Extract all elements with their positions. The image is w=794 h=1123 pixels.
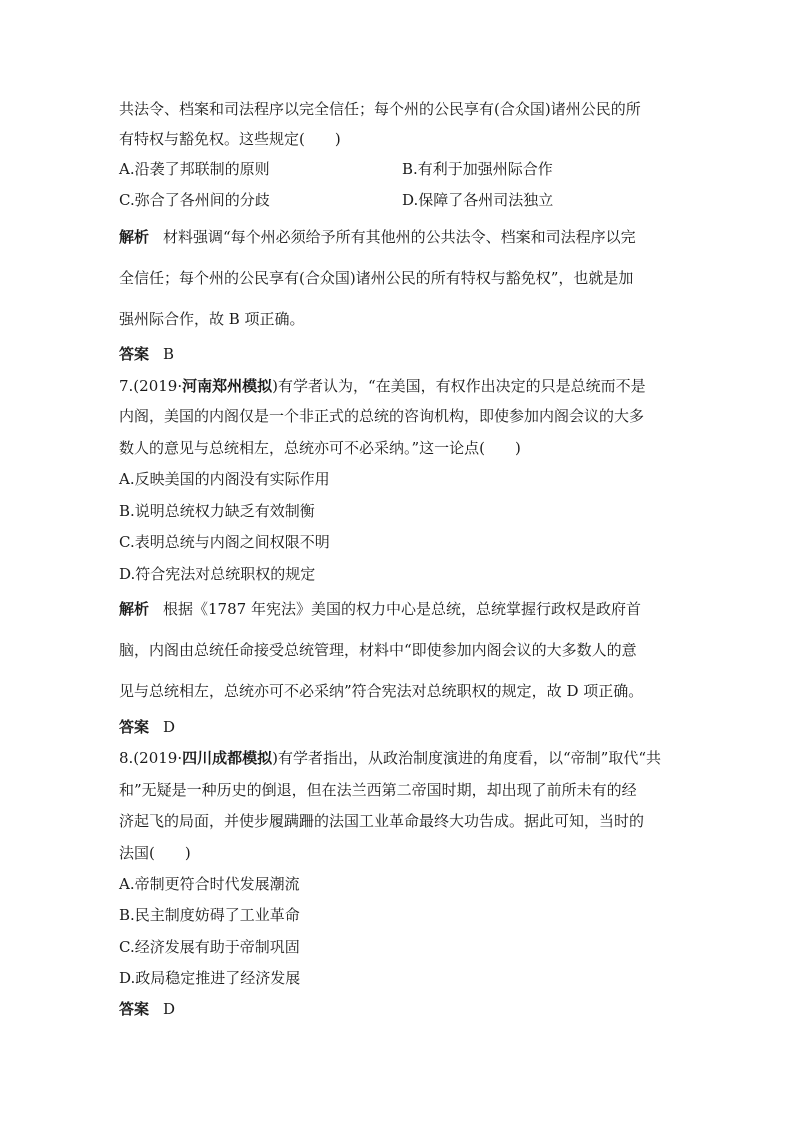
q6-option-a: A.沿袭了邦联制的原则 [119,160,270,178]
q7-stem-first-rest: )有学者认为，“在美国，有权作出决定的只是总统而不是 [272,377,646,395]
q6-answer-value: B [163,345,175,363]
q7-analysis-line-1 [119,599,641,619]
q7-analysis-line-3: 见与总统相左，总统亦可不必采纳”符合宪法对总统职权的规定，故 D 项正确。 [119,682,644,700]
q7-answer-value: D [163,718,176,736]
q7-answer [119,717,175,737]
q7-stem-line-1 [119,376,646,396]
q6-analysis-line-3: 强州际合作，故 B 项正确。 [119,310,305,328]
q8-answer [119,999,175,1019]
q7-source: 河南郑州模拟 [182,377,273,395]
q6-analysis-label: 解析 [119,228,150,246]
q7-option-a: A.反映美国的内阁没有实际作用 [119,470,330,488]
q8-stem-line-4: 法国( ) [119,844,191,862]
q6-option-b: B.有利于加强州际合作 [402,160,553,178]
q8-stem-line-1 [119,748,661,768]
q8-option-c: C.经济发展有助于帝制巩固 [119,938,300,956]
q8-answer-value: D [163,1000,176,1018]
q6-option-c: C.弥合了各州间的分歧 [119,191,270,209]
q8-option-a: A.帝制更符合时代发展潮流 [119,875,300,893]
q7-analysis-text-1: 根据《1787 年宪法》美国的权力中心是总统，总统掌握行政权是政府首 [163,600,641,618]
q8-answer-label: 答案 [119,1000,150,1018]
q7-analysis-line-2: 脑，内阁由总统任命接受总统管理，材料中“即使参加内阁会议的大多数人的意 [119,641,637,659]
q6-answer [119,344,174,364]
q8-stem-first-rest: )有学者指出，从政治制度演进的角度看，以“帝制”取代“共 [272,749,661,767]
q6-analysis-line-2: 全信任；每个州的公民享有(合众国)诸州公民的所有特权与豁免权”，也就是加 [119,269,634,287]
q7-analysis-label: 解析 [119,600,150,618]
q7-number: 7.(2019· [119,377,183,395]
q8-option-d: D.政局稳定推进了经济发展 [119,969,301,987]
q7-option-c: C.表明总统与内阁之间权限不明 [119,533,330,551]
q8-stem-line-3: 济起飞的局面，并使步履蹒跚的法国工业革命最终大功告成。据此可知，当时的 [119,812,645,830]
q6-stem-line-2: 有特权与豁免权。这些规定( ) [119,130,341,148]
q8-option-b: B.民主制度妨碍了工业革命 [119,906,300,924]
q6-analysis-line-1 [119,227,636,247]
q7-stem-line-2: 内阁，美国的内阁仅是一个非正式的总统的咨询机构，即使参加内阁会议的大多 [119,407,645,425]
q6-option-d: D.保障了各州司法独立 [402,191,554,209]
q8-stem-line-2: 和”无疑是一种历史的倒退，但在法兰西第二帝国时期，却出现了前所未有的经 [119,781,637,799]
q6-answer-label: 答案 [119,345,150,363]
q7-answer-label: 答案 [119,718,150,736]
q7-option-d: D.符合宪法对总统职权的规定 [119,565,316,583]
q6-stem-line-1: 共法令、档案和司法程序以完全信任；每个州的公民享有(合众国)诸州公民的所 [119,100,641,118]
q7-option-b: B.说明总统权力缺乏有效制衡 [119,502,315,520]
q7-stem-line-3: 数人的意见与总统相左，总统亦可不必采纳。”这一论点( ) [119,439,521,457]
q8-number: 8.(2019· [119,749,183,767]
q6-analysis-text-1: 材料强调“每个州必须给予所有其他州的公共法令、档案和司法程序以完 [163,228,636,246]
q8-source: 四川成都模拟 [182,749,273,767]
